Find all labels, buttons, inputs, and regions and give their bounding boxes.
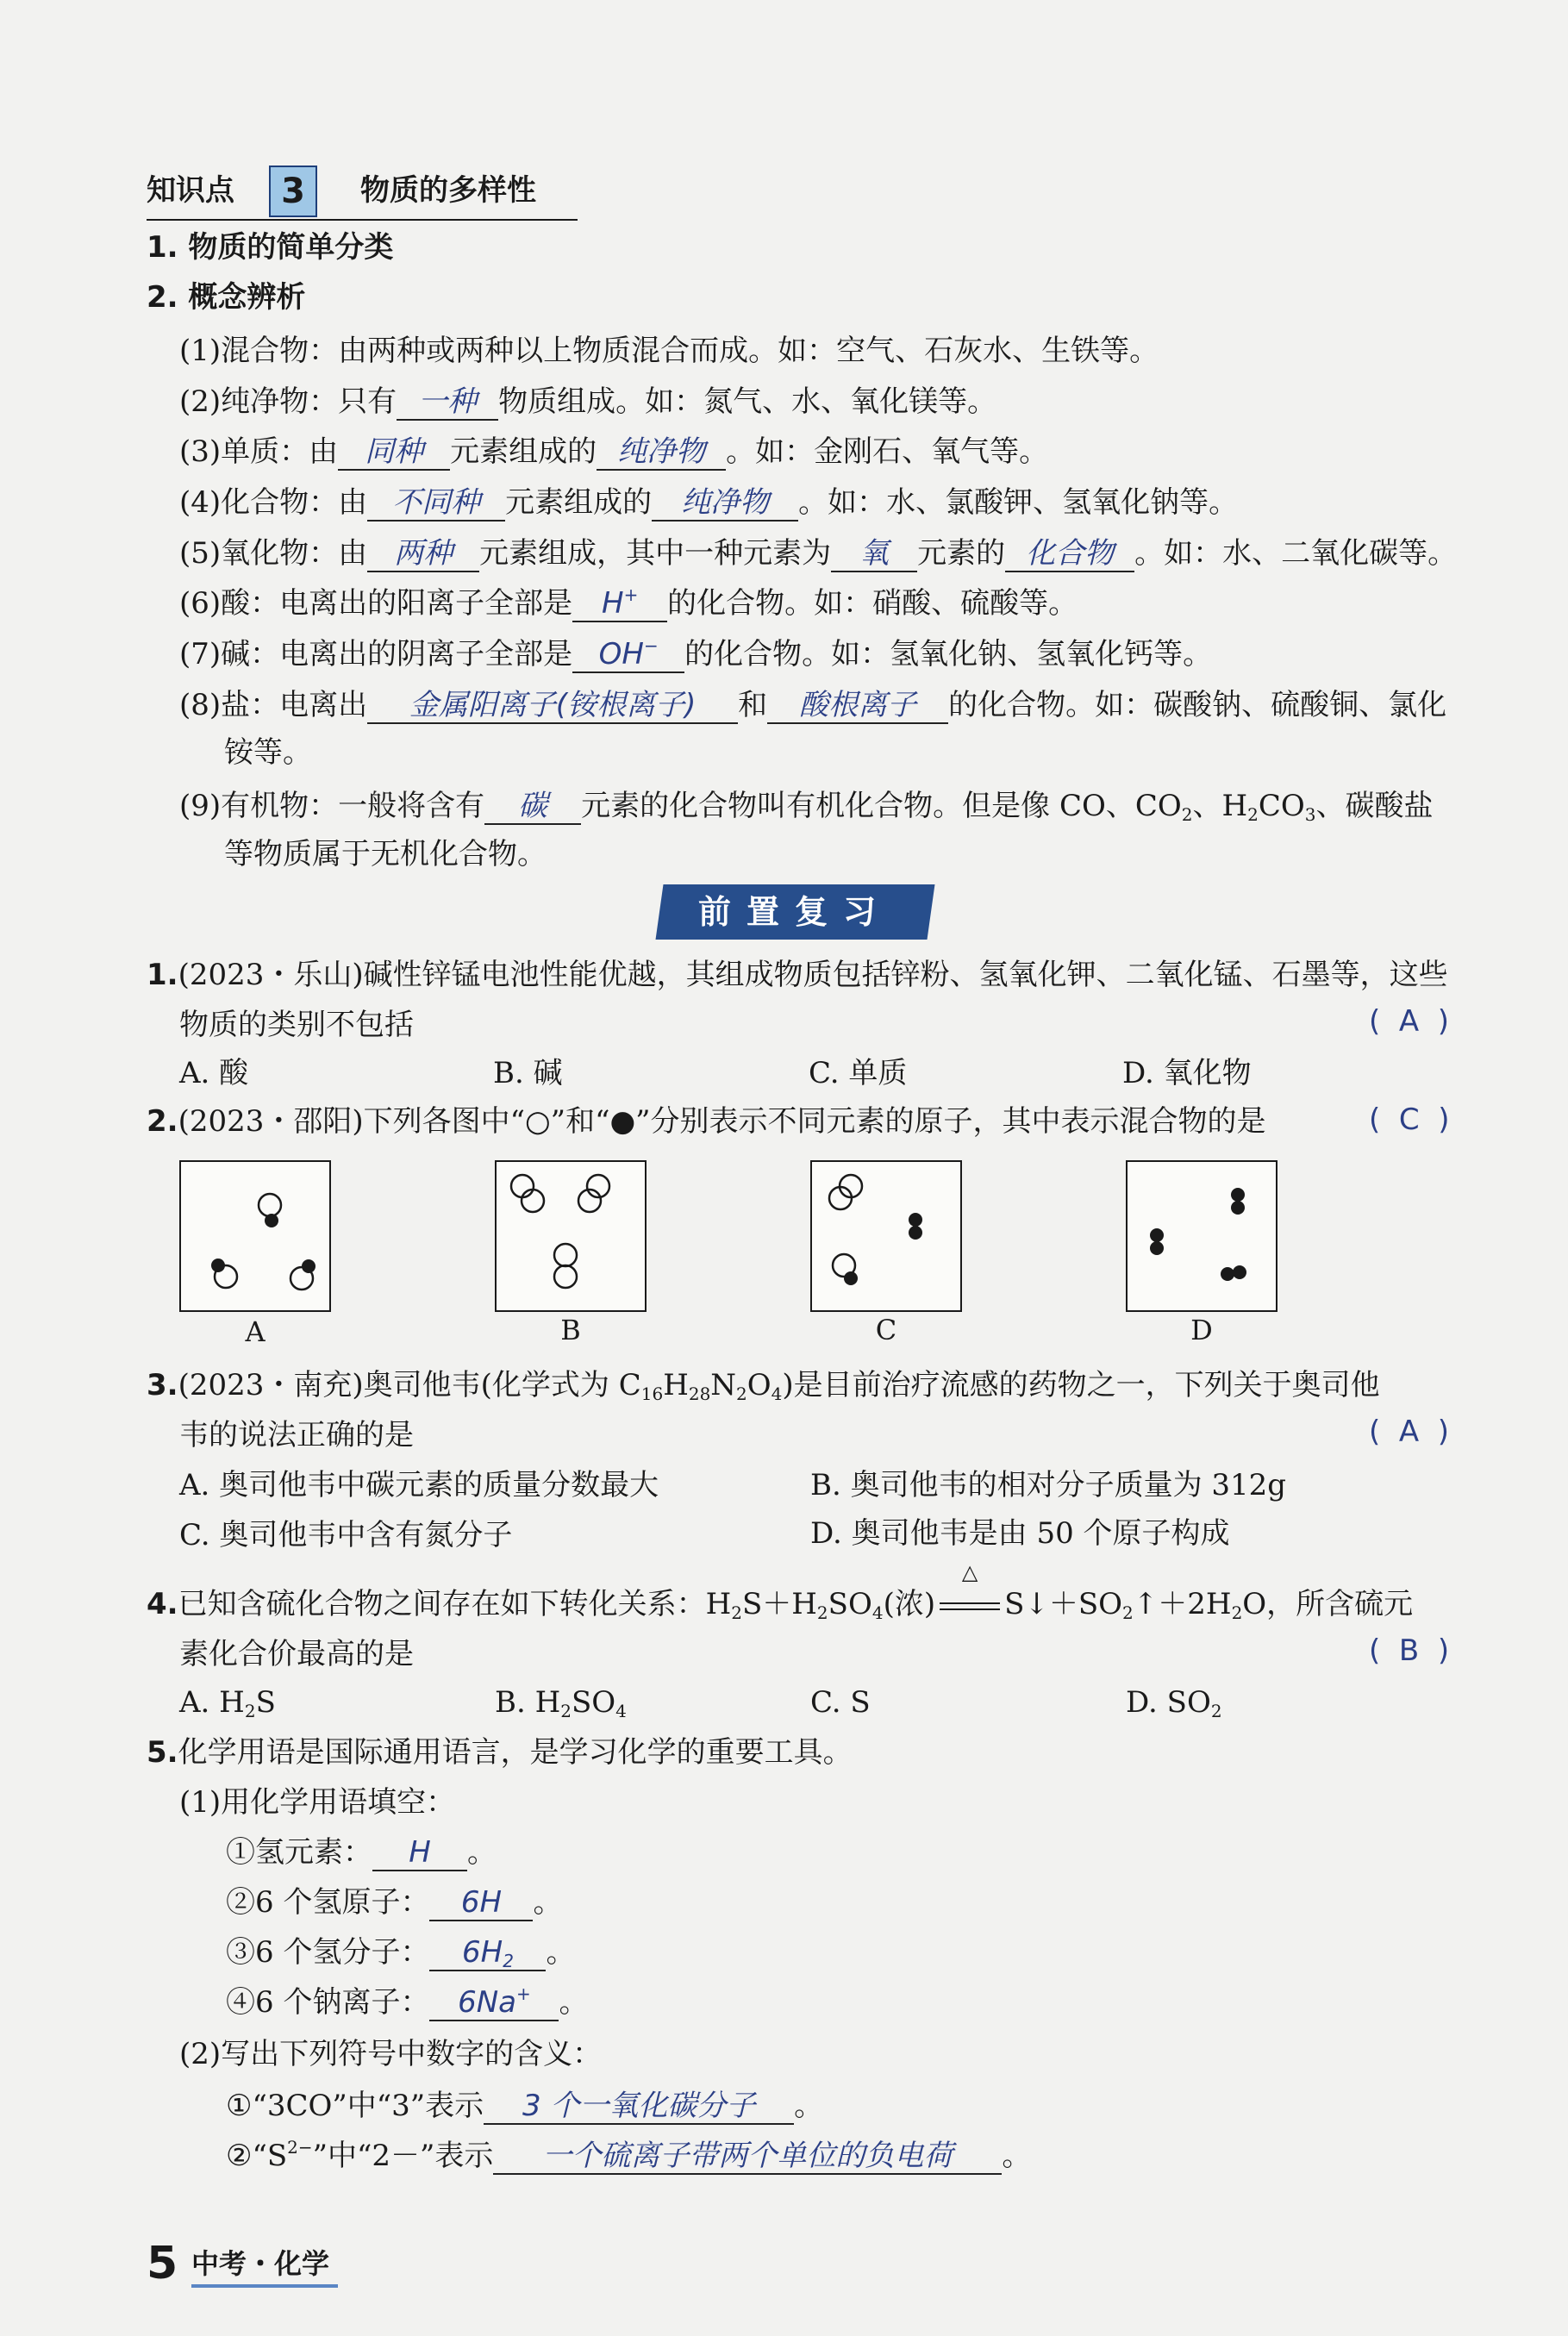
q5-item3: ③6 个氢分子： $6H_2$ 。 xyxy=(226,1935,576,1971)
q3-line2: 韦的说法正确的是 xyxy=(179,1418,414,1452)
q3-option-d: D. 奥司他韦是由 50 个原子构成 xyxy=(810,1516,1230,1551)
answer: 纯净物 xyxy=(652,485,798,522)
q2-answer: ( C ) xyxy=(1369,1102,1450,1137)
diagram-d xyxy=(1126,1160,1278,1312)
q1-option-a: A. 酸 xyxy=(179,1056,249,1090)
footer-rule xyxy=(191,2284,338,2288)
header-rule xyxy=(147,219,578,221)
concept-5: (5)氧化物：由 两种 元素组成，其中一种元素为 氧 元素的 化合物 。如：水、二氧化碳等。 xyxy=(179,536,1458,571)
answer: H+ xyxy=(572,586,667,622)
answer: 同种 xyxy=(338,434,450,471)
q5-part1: (1)用化学用语填空： xyxy=(179,1785,456,1820)
q4-option-b: B. $H_2SO_4$ xyxy=(495,1685,627,1721)
section-number: 3 xyxy=(269,166,317,217)
q1-line1: 1.(2023・乐山)碱性锌锰电池性能优越，其组成物质包括锌粉、氢氧化钾、二氧化锰、石墨等，这些 xyxy=(147,958,1448,992)
q4-line2: 素化合价最高的是 xyxy=(179,1637,414,1671)
diagram-label-c: C xyxy=(875,1314,897,1346)
q1-option-d: D. 氧化物 xyxy=(1122,1056,1252,1090)
review-banner: 前置复习 xyxy=(656,884,935,940)
condition-symbol: △ xyxy=(961,1560,978,1584)
footer-title: 中考・化学 xyxy=(191,2247,330,2280)
q4-line1: 4.已知含硫化合物之间存在如下转化关系：$H_2S+H_2SO_4$(浓) △ $S↓+SO_2↑+2H_2O$，所含硫元 xyxy=(147,1560,1414,1623)
concept-4: (4)化合物：由 不同种 元素组成的 纯净物 。如：水、氯酸钾、氢氧化钠等。 xyxy=(179,485,1239,520)
molecules-b xyxy=(497,1162,645,1310)
diagram-c xyxy=(810,1160,962,1312)
q4-option-a: A. $H_2S$ xyxy=(179,1685,276,1721)
concept-1: (1)混合物：由两种或两种以上物质混合而成。如：空气、石灰水、生铁等。 xyxy=(179,334,1159,368)
answer: 酸根离子 xyxy=(767,688,948,724)
q5-item2: ②6 个氢原子： 6H 。 xyxy=(226,1885,563,1920)
answer: 6Na+ xyxy=(429,1985,559,2021)
concept-3: (3)单质：由 同种 元素组成的 纯净物 。如：金刚石、氧气等。 xyxy=(179,434,1049,469)
section-title: 物质的多样性 xyxy=(360,173,536,208)
q1-answer: ( A ) xyxy=(1369,1004,1450,1039)
answer: 不同种 xyxy=(367,485,505,522)
answer: H xyxy=(372,1835,467,1871)
q4-option-d: D. $SO_2$ xyxy=(1126,1685,1222,1721)
answer: 两种 xyxy=(367,536,479,572)
molecules-c xyxy=(812,1162,960,1310)
answer: 金属阳离子(铵根离子) xyxy=(367,688,738,724)
q5-item1: ①氢元素： H 。 xyxy=(226,1835,497,1870)
q4-answer: ( B ) xyxy=(1369,1633,1450,1668)
answer: 碳 xyxy=(484,789,581,825)
answer: 化合物 xyxy=(1005,536,1134,572)
concept-7: (7)碱：电离出的阴离子全部是 OH− 的化合物。如：氢氧化钠、氢氧化钙等。 xyxy=(179,635,1213,671)
molecules-d xyxy=(1128,1162,1276,1310)
concept-6: (6)酸：电离出的阳离子全部是 H+ 的化合物。如：硝酸、硫酸等。 xyxy=(179,584,1078,621)
diagram-a xyxy=(179,1160,331,1312)
concept-8-line2: 铵等。 xyxy=(224,735,312,770)
page-number: 5 xyxy=(147,2238,178,2289)
diagram-label-a: A xyxy=(245,1315,265,1348)
answer: 一种 xyxy=(397,384,498,421)
diagram-b xyxy=(495,1160,647,1312)
q3-option-c: C. 奥司他韦中含有氮分子 xyxy=(179,1518,513,1552)
q3-line1: 3.(2023・南充)奥司他韦(化学式为 $C_{16}H_{28}N_2O_4$)是目前治疗流感的药物之一，下列关于奥司他 xyxy=(147,1368,1380,1404)
q3-answer: ( A ) xyxy=(1369,1415,1450,1449)
q5-item4: ④6 个钠离子： 6Na+ 。 xyxy=(226,1983,589,2020)
concept-2: (2)纯净物：只有 一种 物质组成。如：氮气、水、氧化镁等。 xyxy=(179,384,997,419)
molecules-a xyxy=(181,1162,329,1310)
concept-8: (8)盐：电离出 金属阳离子(铵根离子) 和 酸根离子 的化合物。如：碳酸钠、硫酸铜、氯化 xyxy=(179,688,1447,722)
concept-9: (9)有机物：一般将含有 碳 元素的化合物叫有机化合物。但是像 CO、$CO_2$、$H_2CO_3$、碳酸盐 xyxy=(179,789,1434,825)
section-label: 知识点 xyxy=(147,173,234,208)
diagram-label-b: B xyxy=(560,1314,581,1346)
subsection-2: 2. 概念辨析 xyxy=(147,280,306,315)
answer: 氧 xyxy=(831,536,917,572)
q5-item5: ①“3CO”中“3”表示 3 个一氧化碳分子 。 xyxy=(226,2089,824,2123)
q3-option-b: B. 奥司他韦的相对分子质量为 312g xyxy=(810,1468,1287,1502)
answer: $6H_2$ xyxy=(429,1935,546,1971)
subsection-1: 1. 物质的简单分类 xyxy=(147,230,394,265)
answer: 纯净物 xyxy=(597,434,726,471)
answer: 一个硫离子带两个单位的负电荷 xyxy=(493,2139,1002,2175)
answer: 3 个一氧化碳分子 xyxy=(484,2089,794,2125)
q1-option-b: B. 碱 xyxy=(493,1056,563,1090)
answer: 6H xyxy=(429,1885,533,1921)
q5-text: 5.化学用语是国际通用语言，是学习化学的重要工具。 xyxy=(147,1735,853,1770)
q5-part2: (2)写出下列符号中数字的含义： xyxy=(179,2037,603,2071)
q3-option-a: A. 奥司他韦中碳元素的质量分数最大 xyxy=(179,1468,659,1502)
q4-option-c: C. S xyxy=(810,1685,871,1720)
q2-text: 2.(2023・邵阳)下列各图中“○”和“●”分别表示不同元素的原子，其中表示混合物的是 xyxy=(147,1104,1266,1139)
q1-line2: 物质的类别不包括 xyxy=(179,1008,414,1042)
q5-item6: $②“S^{2-}$”中“2－”表示 一个硫离子带两个单位的负电荷 。 xyxy=(226,2137,1032,2173)
answer: OH− xyxy=(572,637,684,673)
diagram-label-d: D xyxy=(1190,1314,1213,1346)
q1-option-c: C. 单质 xyxy=(809,1056,908,1090)
concept-9-line2: 等物质属于无机化合物。 xyxy=(224,837,547,871)
